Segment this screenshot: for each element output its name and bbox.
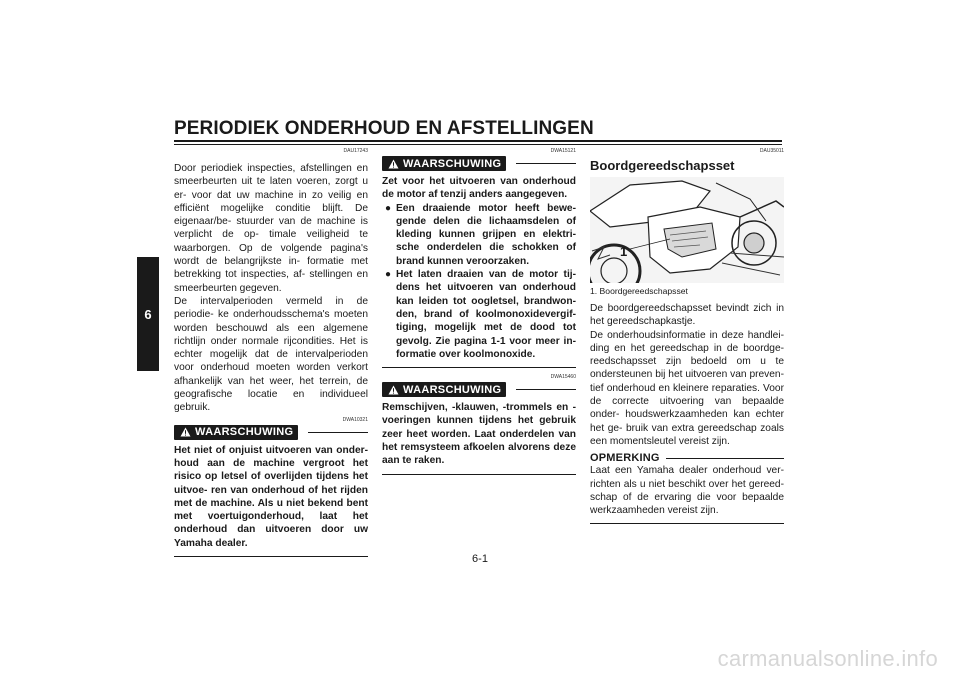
column-3 bbox=[590, 148, 784, 524]
reference-code: DAU35011 bbox=[759, 148, 784, 154]
figure-caption: 1. Boordgereedschapsset bbox=[590, 286, 688, 296]
chapter-tab: 6 bbox=[137, 257, 159, 371]
warning-text: Remschijven, -klauwen, -trommels en -voeringen kunnen tijdens het gebruik zeer heet worden. Laat onderdelen van het remsysteem afkoelen alvorens deze aan te raken. bbox=[382, 402, 576, 467]
warning-header bbox=[174, 425, 368, 440]
note-end-rule bbox=[590, 523, 784, 524]
note-header bbox=[590, 452, 784, 464]
warning-triangle-icon bbox=[388, 159, 399, 169]
warning-rule bbox=[516, 163, 576, 164]
warning-rule bbox=[516, 389, 576, 390]
warning-reference-code: DWA15121 bbox=[550, 148, 576, 154]
motorcycle-illustration bbox=[590, 177, 784, 283]
reference-code: DAU17243 bbox=[343, 148, 368, 154]
list-item bbox=[382, 268, 576, 361]
list-item bbox=[382, 202, 576, 268]
column-2 bbox=[382, 148, 576, 475]
warning-text: Zet voor het uitvoeren van onderhoud de motor af tenzij anders aangegeven. bbox=[382, 176, 576, 201]
warning-header bbox=[382, 156, 576, 171]
warning-badge bbox=[382, 382, 506, 397]
warning-badge bbox=[382, 156, 506, 171]
footer-watermark-url: carmanualsonline.info bbox=[717, 646, 938, 671]
warning-label: WAARSCHUWING bbox=[403, 157, 502, 170]
note-rule bbox=[666, 458, 784, 459]
bullet-text: Een draaiende motor heeft bewe- gende delen die lichaamsdelen of kleding kunnen grijpen en elektri- sche onderdelen die schokken of brand kunnen veroorzaken. bbox=[396, 202, 576, 267]
warning-text: Het niet of onjuist uitvoeren van onder- houd aan de machine vergroot het risico op letsel of overlijden tijdens het uitvoe- ren van onderhoud of het rijden met de machine. Als u niet bekend bent met voertuigonderhoud, laat het onderhoud dan uitvoeren door uw Yamaha dealer. bbox=[174, 444, 368, 549]
page-title: PERIODIEK ONDERHOUD EN AFSTELLINGEN bbox=[174, 118, 594, 139]
warning-end-rule bbox=[174, 556, 368, 557]
warning-rule bbox=[308, 432, 368, 433]
bullet-icon: ● bbox=[385, 269, 392, 281]
page-number: 6-1 bbox=[472, 553, 488, 565]
warning-triangle-icon bbox=[388, 385, 399, 395]
warning-end-rule bbox=[382, 367, 576, 368]
note-text: Laat een Yamaha dealer onderhoud ver- richten als u niet beschikt over het gereed- schap of de ervaring die voor bepaalde werkzaamheden vereist zijn. bbox=[590, 465, 784, 517]
bullet-text: Het laten draaien van de motor tij- dens het uitvoeren van onderhoud kan leiden tot oogletsel, brandwon- den, brand of koolmonoxidevergif- tiging, mogelijk met de dood tot gevolg. Zie pagina 1-1 voor meer in- formatie over koolmonoxide. bbox=[396, 269, 576, 360]
warning-reference-code: DWA15460 bbox=[550, 374, 576, 381]
toolkit-location-paragraph: De boordgereedschapsset bevindt zich in het gereedschapkastje. bbox=[590, 303, 784, 328]
column-1 bbox=[174, 148, 368, 557]
toolkit-purpose-paragraph: De onderhoudsinformatie in deze handlei- ding en het gereedschap in de boordge- reedschapsset zijn bedoeld om u te ondersteunen bij het uitvoeren van preven- tief onderhoud en kleinere reparaties. Voor de correcte uitvoering van bepaalde onder- houdswerkzaamheden kan echter het ge- bruik van extra gereedschap zoals een momentsleutel vereist zijn. bbox=[590, 329, 784, 447]
title-rule-thick bbox=[174, 140, 782, 142]
warning-badge bbox=[174, 425, 298, 440]
warning-label: WAARSCHUWING bbox=[403, 383, 502, 396]
warning-reference-code: DWA10321 bbox=[342, 416, 368, 423]
interval-paragraph: De intervalperioden vermeld in de periodie- ke onderhoudsschema's moeten worden beschouwd als een algemene richtlijn onder normale rijcondities. Het is echter mogelijk dat de intervalperioden voor onderhoud moeten worden verkort afhankelijk van het weer, het terrein, de geografische locatie en individueel gebruik. bbox=[174, 295, 368, 414]
warning-bullet-list bbox=[382, 202, 576, 362]
bullet-icon: ● bbox=[385, 202, 392, 214]
figure-callout-number: 1 bbox=[620, 244, 628, 259]
warning-header bbox=[382, 382, 576, 397]
section-title: Boordgereedschapsset bbox=[590, 158, 735, 173]
warning-triangle-icon bbox=[180, 427, 191, 437]
warning-end-rule bbox=[382, 474, 576, 475]
warning-label: WAARSCHUWING bbox=[195, 426, 294, 439]
note-label: OPMERKING bbox=[590, 452, 660, 465]
title-rule-thin bbox=[174, 144, 782, 145]
intro-paragraph: Door periodiek inspecties, afstellingen en smeerbeurten uit te laten voeren, zorgt u er- voor dat uw machine in zo veilig en efficiënt mogelijke conditie blijft. De eigenaar/be- stuurder van de machine is verplicht de op- timale veiligheid te waarborgen. Op de volgende pagina's wordt de belangrijkste in- formatie met betrekking tot inspecties, af- stellingen en smeerbeurten gegeven. bbox=[174, 163, 368, 294]
tool-kit-figure bbox=[590, 177, 784, 283]
